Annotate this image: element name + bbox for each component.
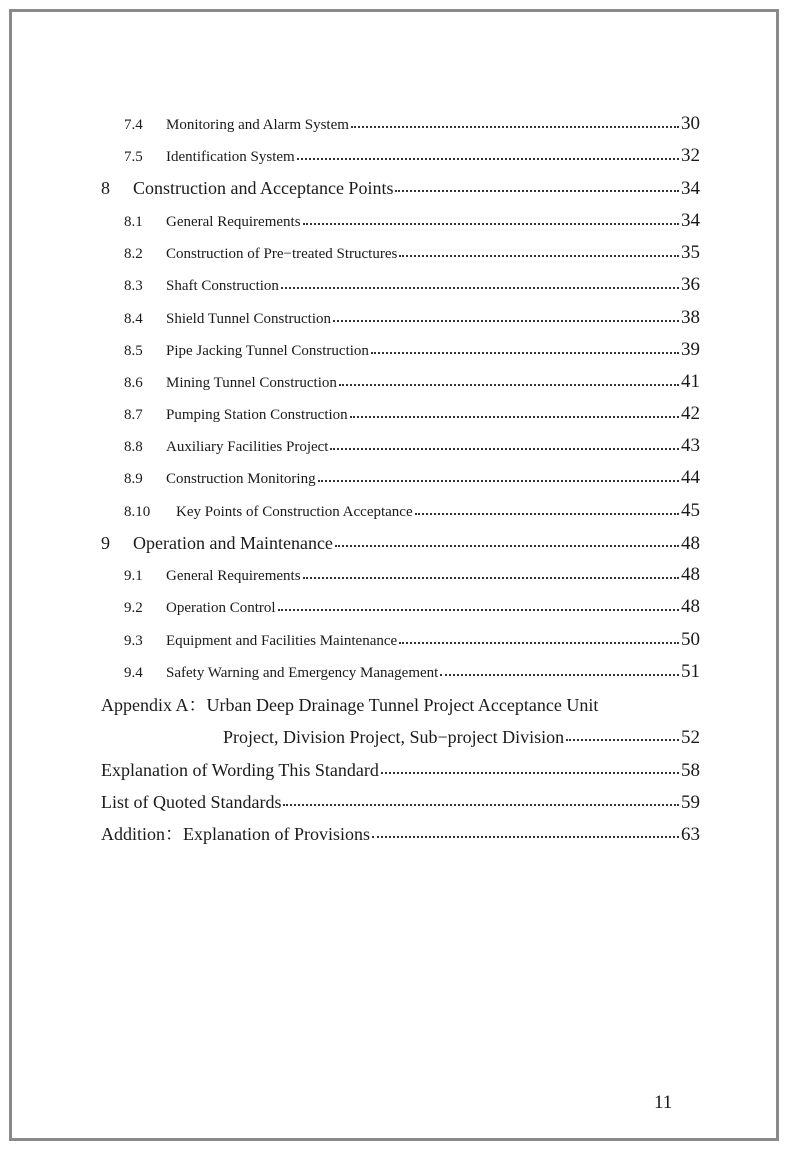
toc-entry-title: General Requirements [166, 214, 301, 230]
toc-entry-8-9[interactable] [124, 467, 700, 489]
toc-entry-title: Shaft Construction [166, 278, 279, 294]
toc-entry-title: Explanation of Wording This Standard [101, 760, 379, 780]
leader-dots [351, 126, 679, 128]
toc-entry-title: Mining Tunnel Construction [166, 375, 337, 391]
toc-entry-8-5[interactable] [124, 339, 700, 361]
leader-dots [339, 384, 679, 386]
toc-entry-page: 45 [681, 500, 700, 521]
toc-explanation-of-wording[interactable] [101, 757, 700, 783]
leader-dots [371, 352, 679, 354]
toc-entry-number: 8.7 [124, 407, 143, 423]
toc-entry-title: Identification System [166, 149, 295, 165]
toc-entry-page: 59 [681, 792, 700, 813]
table-of-contents [12, 12, 776, 1138]
toc-entry-title: Operation and Maintenance [133, 533, 333, 553]
leader-dots [395, 190, 679, 192]
toc-entry-page: 50 [681, 629, 700, 650]
toc-entry-number: 8.3 [124, 278, 143, 294]
toc-entry-9-4[interactable] [124, 661, 700, 683]
leader-dots [399, 642, 679, 644]
leader-dots [381, 772, 679, 774]
toc-entry-7-5[interactable] [124, 145, 700, 167]
toc-entry-page: 38 [681, 307, 700, 328]
toc-entry-number: 8 [101, 178, 110, 198]
toc-entry-number: 9.1 [124, 568, 143, 584]
toc-entry-page: 30 [681, 113, 700, 134]
document-page [9, 9, 779, 1141]
toc-entry-number: 9.2 [124, 600, 143, 616]
toc-entry-title: Pipe Jacking Tunnel Construction [166, 343, 369, 359]
toc-entry-page: 39 [681, 339, 700, 360]
toc-entry-title: Construction Monitoring [166, 471, 316, 487]
toc-entry-number: 8.6 [124, 375, 143, 391]
page-number: 11 [654, 1092, 673, 1113]
toc-entry-8-1[interactable] [124, 210, 700, 232]
toc-entry-number: 8.2 [124, 246, 143, 262]
toc-entry-title: Pumping Station Construction [166, 407, 348, 423]
toc-entry-page: 52 [681, 727, 700, 748]
toc-entry-title: Project, Division Project, Sub−project Division [223, 727, 565, 747]
leader-dots [566, 739, 679, 741]
toc-entry-number: 8.1 [124, 214, 143, 230]
leader-dots [330, 448, 679, 450]
toc-entry-number: 8.9 [124, 471, 143, 487]
leader-dots [283, 804, 679, 806]
leader-dots [303, 223, 679, 225]
toc-list-of-quoted-standards[interactable] [101, 789, 700, 815]
leader-dots [297, 158, 679, 160]
toc-entry-number: 9 [101, 533, 110, 553]
toc-entry-number: 8.10 [124, 504, 151, 520]
toc-entry-title: Equipment and Facilities Maintenance [166, 633, 398, 649]
leader-dots [333, 320, 679, 322]
toc-entry-page: 35 [681, 242, 700, 263]
toc-entry-page: 63 [681, 824, 700, 845]
leader-dots [440, 674, 679, 676]
toc-entry-8-4[interactable] [124, 307, 700, 329]
toc-entry-page: 34 [681, 210, 700, 231]
toc-entry-number: 8.8 [124, 439, 143, 455]
toc-entry-page: 36 [681, 274, 700, 295]
toc-entry-title: Construction of Pre−treated Structures [166, 246, 398, 262]
toc-entry-title: Safety Warning and Emergency Management [166, 665, 439, 681]
toc-entry-page: 48 [681, 596, 700, 617]
toc-entry-page: 42 [681, 403, 700, 424]
toc-entry-title: Addition：Explanation of Provisions [101, 824, 370, 844]
toc-entry-8-8[interactable] [124, 435, 700, 457]
toc-entry-title: Operation Control [166, 600, 276, 616]
toc-entry-page: 51 [681, 661, 700, 682]
toc-entry-8-3[interactable] [124, 274, 700, 296]
toc-entry-page: 58 [681, 760, 700, 781]
leader-dots [303, 577, 679, 579]
leader-dots [335, 545, 679, 547]
toc-entry-8-10[interactable] [124, 500, 700, 522]
toc-entry-8-2[interactable] [124, 242, 700, 264]
leader-dots [415, 513, 679, 515]
toc-entry-page: 48 [681, 564, 700, 585]
leader-dots [281, 287, 679, 289]
toc-entry-page: 34 [681, 178, 700, 199]
leader-dots [350, 416, 679, 418]
toc-appendix-a-line2[interactable] [223, 724, 700, 750]
leader-dots [399, 255, 679, 257]
toc-entry-title: Construction and Acceptance Points [133, 178, 394, 198]
toc-entry-page: 48 [681, 533, 700, 554]
toc-chapter-8[interactable] [101, 175, 700, 201]
toc-entry-number: 7.4 [124, 117, 143, 133]
toc-entry-title: List of Quoted Standards [101, 792, 282, 812]
toc-entry-number: 8.4 [124, 311, 143, 327]
toc-entry-title: General Requirements [166, 568, 301, 584]
toc-entry-8-7[interactable] [124, 403, 700, 425]
toc-entry-number: 9.3 [124, 633, 143, 649]
toc-chapter-9[interactable] [101, 530, 700, 556]
toc-appendix-a-line1[interactable]: Appendix A：Urban Deep Drainage Tunnel Project Acceptance Unit [101, 695, 599, 715]
toc-entry-page: 32 [681, 145, 700, 166]
toc-entry-9-1[interactable] [124, 564, 700, 586]
leader-dots [278, 609, 679, 611]
toc-entry-number: 9.4 [124, 665, 143, 681]
toc-entry-title: Monitoring and Alarm System [166, 117, 349, 133]
leader-dots [318, 480, 679, 482]
toc-entry-page: 41 [681, 371, 700, 392]
toc-entry-title: Key Points of Construction Acceptance [176, 504, 413, 520]
toc-entry-9-3[interactable] [124, 629, 700, 651]
toc-entry-page: 43 [681, 435, 700, 456]
toc-entry-7-4[interactable] [124, 113, 700, 135]
toc-entry-number: 7.5 [124, 149, 143, 165]
toc-entry-9-2[interactable] [124, 596, 700, 618]
toc-addition-explanation[interactable] [101, 821, 700, 847]
toc-entry-8-6[interactable] [124, 371, 700, 393]
toc-entry-number: 8.5 [124, 343, 143, 359]
leader-dots [372, 836, 679, 838]
toc-entry-title: Shield Tunnel Construction [166, 311, 332, 327]
toc-entry-page: 44 [681, 467, 700, 488]
toc-entry-title: Auxiliary Facilities Project [166, 439, 329, 455]
